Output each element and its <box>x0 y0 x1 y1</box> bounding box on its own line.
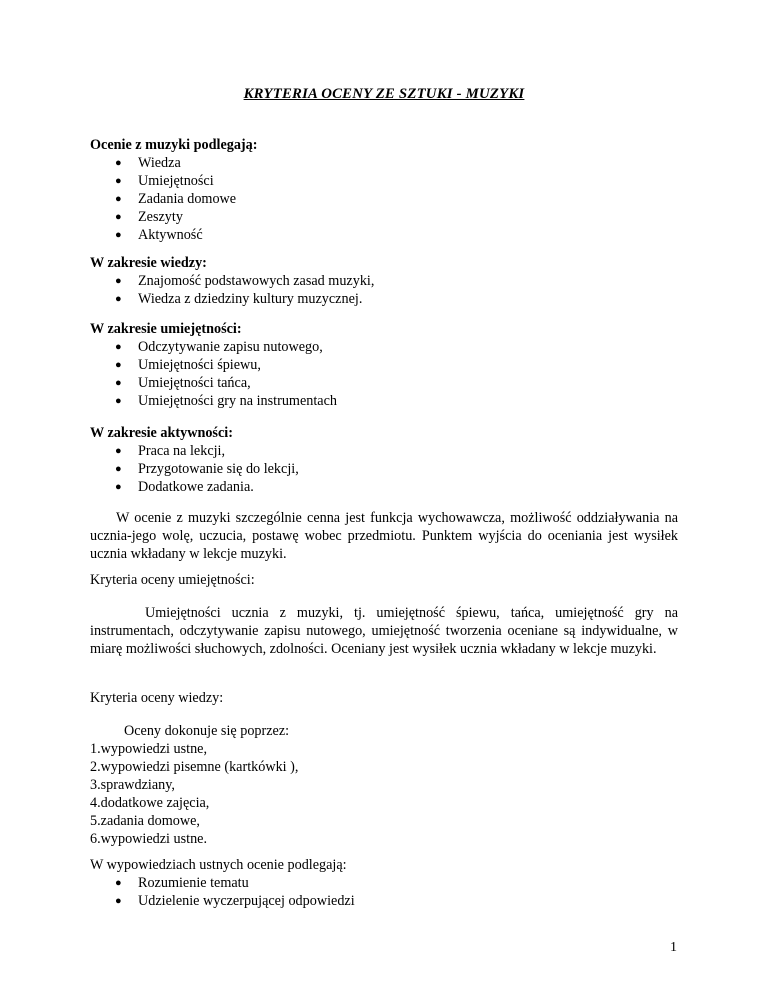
paragraph-educational-function <box>90 509 678 563</box>
bullet-list <box>90 154 678 244</box>
list-item: 4.dodatkowe zajęcia, <box>90 795 210 811</box>
document-title: KRYTERIA OCENY ZE SZTUKI - MUZYKI <box>243 86 525 102</box>
list-item: ● Dodatkowe zadania. <box>115 479 254 495</box>
criteria-knowledge-label: Kryteria oceny wiedzy: <box>90 690 224 706</box>
bullet-icon: ● <box>115 211 122 223</box>
list-item: 3.sprawdziany, <box>90 777 175 793</box>
bullet-icon: ● <box>115 359 122 371</box>
bullet-icon: ● <box>115 377 122 389</box>
oral-section <box>90 856 678 910</box>
bullet-icon: ● <box>115 463 122 475</box>
list-item: 2.wypowiedzi pisemne (kartkówki ), <box>90 759 299 775</box>
bullet-list <box>90 874 678 910</box>
section-heading: W zakresie wiedzy: <box>90 255 207 271</box>
list-item: 6.wypowiedzi ustne. <box>90 831 208 847</box>
list-item: ● Wiedza z dziedziny kultury muzycznej. <box>115 291 363 307</box>
section-heading: Ocenie z muzyki podlegają: <box>90 137 258 153</box>
bullet-icon: ● <box>115 481 122 493</box>
bullet-icon: ● <box>115 157 122 169</box>
bullet-icon: ● <box>115 275 122 287</box>
paragraph-skills-criteria <box>90 604 678 658</box>
paragraph-text: Umiejętności ucznia z muzyki, tj. umiejętność śpiewu, tańca, umiejętność gry na instrumentach, odczytywanie zapisu nutowego, umiejętność tworzenia oceniane są indywidualne, w miarę możliwości słuchowych, zdolności. Oceniany jest wysiłek ucznia wkładany w lekcje muzyki. <box>90 605 678 657</box>
bullet-list <box>90 338 678 410</box>
page-number: 1 <box>670 940 677 955</box>
list-item: ● Aktywność <box>115 227 203 243</box>
section-heading: W zakresie umiejętności: <box>90 321 242 337</box>
list-item: ● Zeszyty <box>115 209 183 225</box>
list-item: ● Umiejętności śpiewu, <box>115 357 261 373</box>
bullet-icon: ● <box>115 193 122 205</box>
assessment-section <box>90 722 678 848</box>
bullet-icon: ● <box>115 877 122 889</box>
list-item: ● Praca na lekcji, <box>115 443 226 459</box>
bullet-icon: ● <box>115 229 122 241</box>
list-item: 1.wypowiedzi ustne, <box>90 741 208 757</box>
list-item: ● Udzielenie wyczerpującej odpowiedzi <box>115 893 355 909</box>
section-skills <box>90 320 678 410</box>
bullet-list <box>90 442 678 496</box>
bullet-icon: ● <box>115 175 122 187</box>
assessment-intro: Oceny dokonuje się poprzez: <box>124 723 290 739</box>
list-item: 5.zadania domowe, <box>90 813 200 829</box>
bullet-icon: ● <box>115 895 122 907</box>
list-item: ● Znajomość podstawowych zasad muzyki, <box>115 273 375 289</box>
assessment-list <box>90 740 678 848</box>
section-heading: W zakresie aktywności: <box>90 425 233 441</box>
section-activity <box>90 424 678 496</box>
bullet-list <box>90 272 678 308</box>
list-item: ● Umiejętności <box>115 173 214 189</box>
paragraph-text: W ocenie z muzyki szczególnie cenna jest funkcja wychowawcza, możliwość oddziaływania na ucznia-jego wolę, uczucia, postawę wobec przedmiotu. Punktem wyjścia do oceniania jest wysiłek ucznia wkładany w lekcje muzyki. <box>90 510 678 562</box>
bullet-icon: ● <box>115 395 122 407</box>
section-grading-components <box>90 136 678 244</box>
list-item: ● Umiejętności tańca, <box>115 375 251 391</box>
list-item: ● Umiejętności gry na instrumentach <box>115 393 337 409</box>
list-item: ● Zadania domowe <box>115 191 237 207</box>
bullet-icon: ● <box>115 293 122 305</box>
list-item: ● Rozumienie tematu <box>115 875 249 891</box>
list-item: ● Wiedza <box>115 155 181 171</box>
bullet-icon: ● <box>115 445 122 457</box>
list-item: ● Odczytywanie zapisu nutowego, <box>115 339 323 355</box>
section-knowledge <box>90 254 678 308</box>
list-item: ● Przygotowanie się do lekcji, <box>115 461 299 477</box>
oral-heading: W wypowiedziach ustnych ocenie podlegają: <box>90 857 347 873</box>
criteria-skills-label: Kryteria oceny umiejętności: <box>90 572 255 588</box>
bullet-icon: ● <box>115 341 122 353</box>
